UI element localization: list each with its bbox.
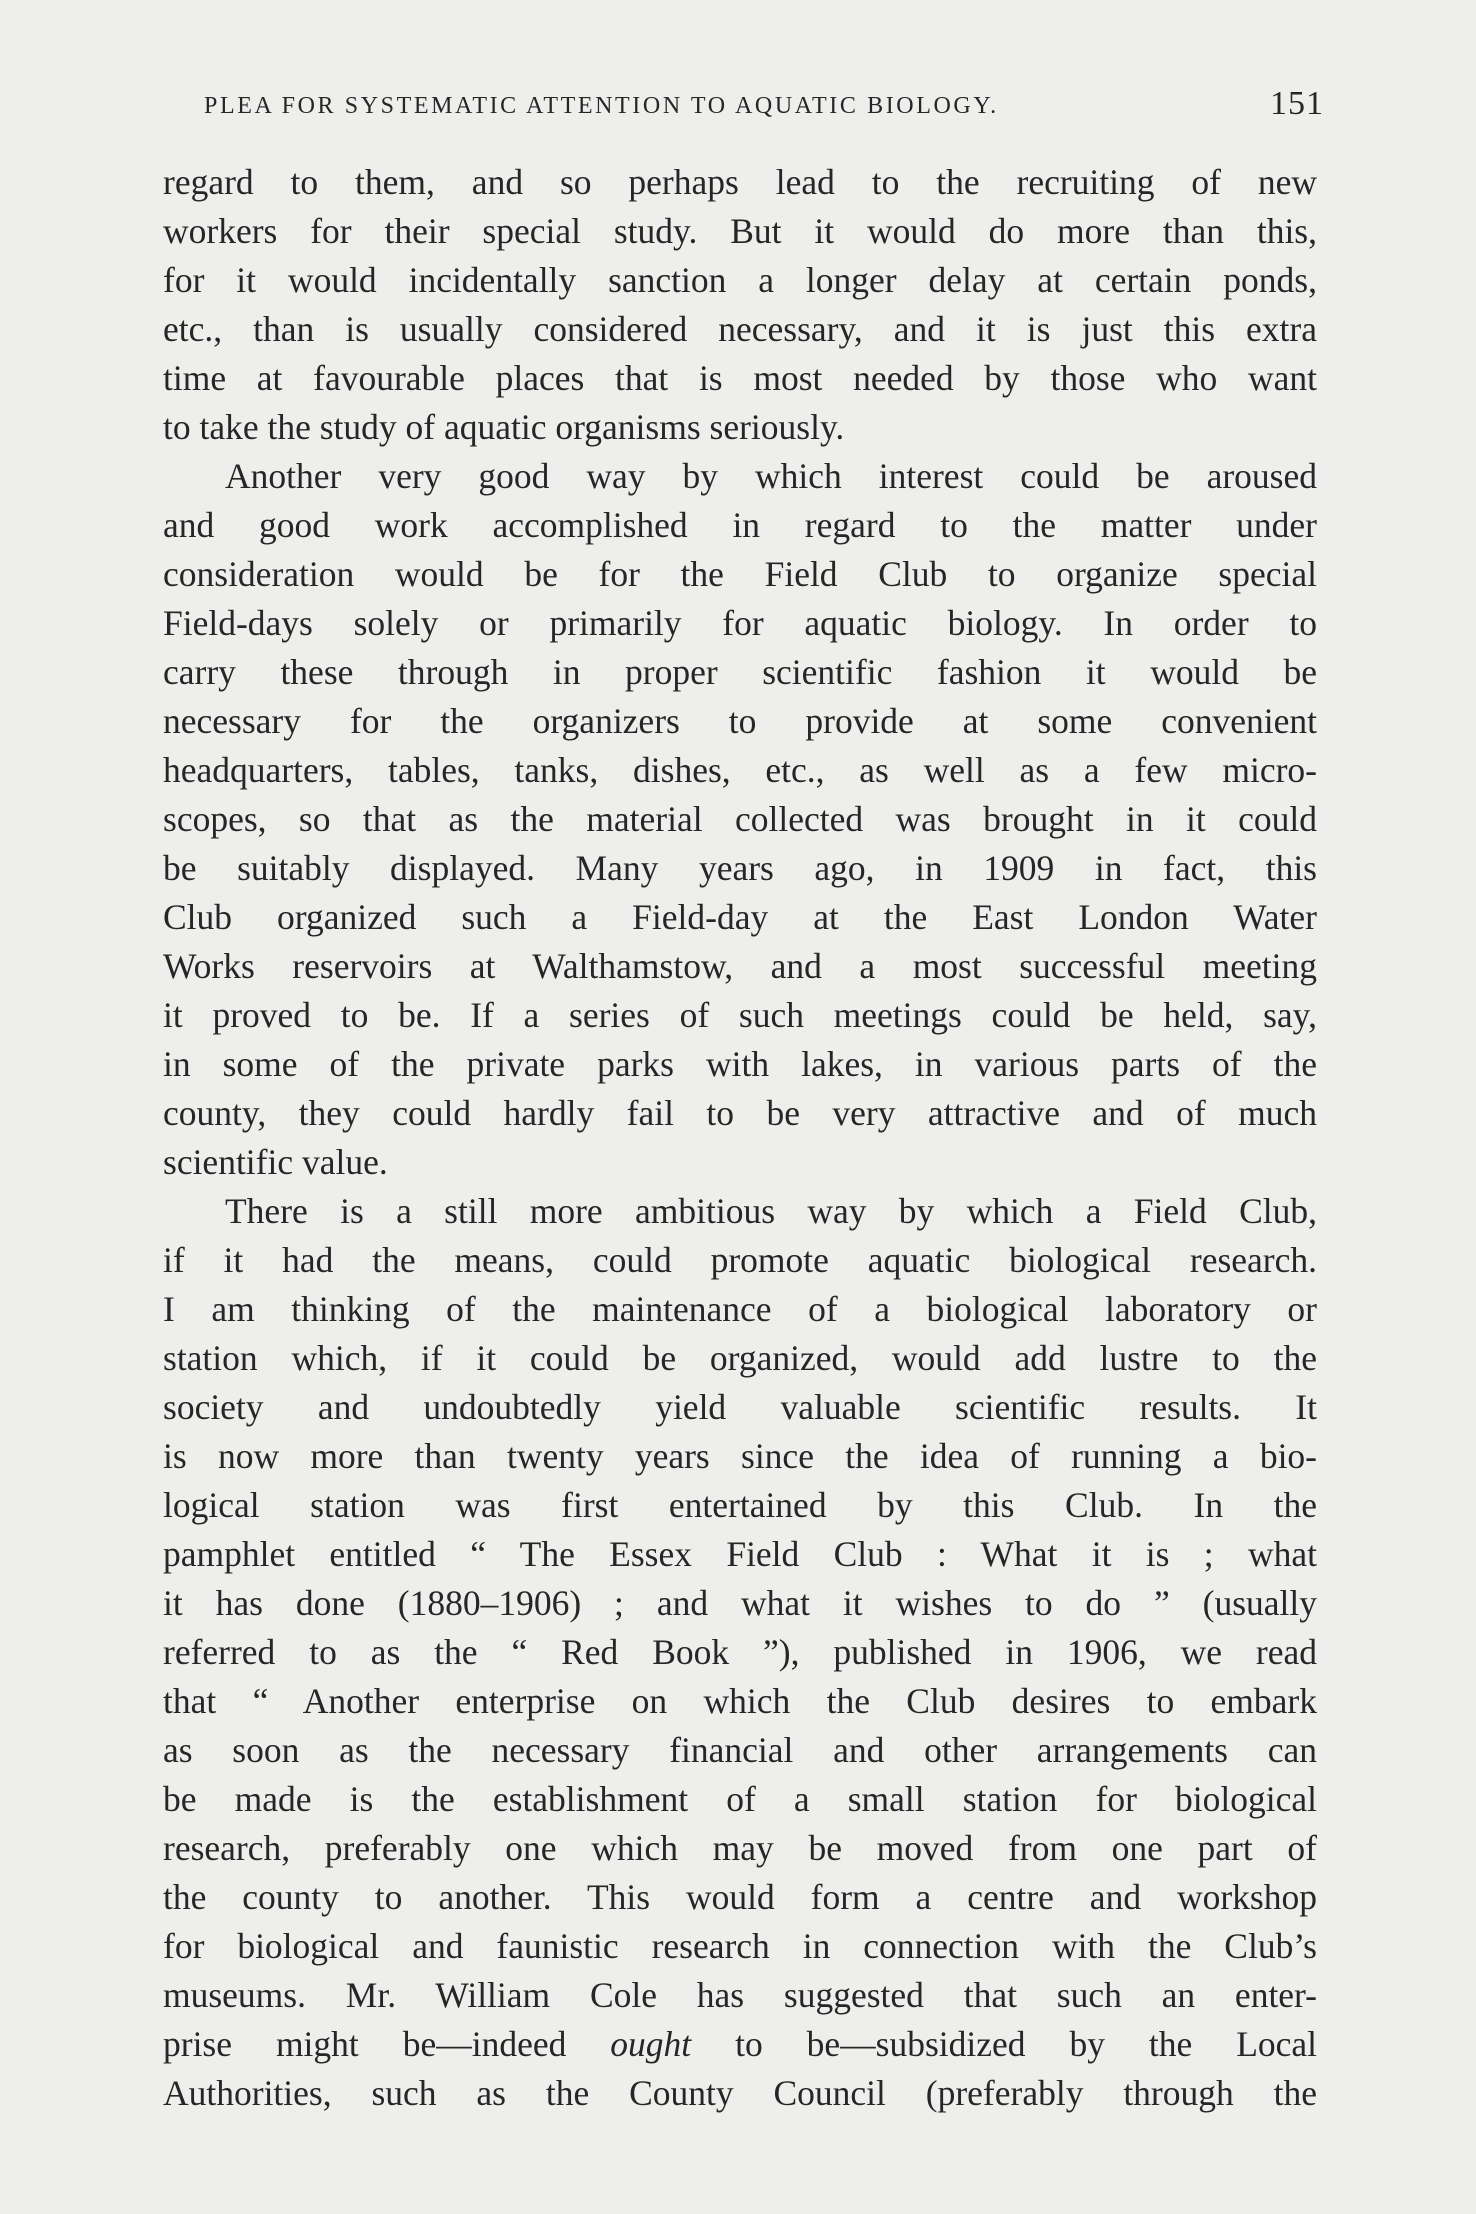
text-line: etc., than is usually considered necessary, and it is just this extra xyxy=(163,309,1317,349)
text-line: and good work accomplished in regard to the matter under xyxy=(163,505,1317,545)
page-number: 151 xyxy=(1270,85,1324,122)
text-line: scientific value. xyxy=(163,1142,388,1182)
text-line: research, preferably one which may be moved from one part of xyxy=(163,1828,1317,1868)
text-line: headquarters, tables, tanks, dishes, etc., as well as a few micro- xyxy=(163,750,1317,790)
running-head xyxy=(204,86,1324,126)
text-line: carry these through in proper scientific fashion it would be xyxy=(163,652,1317,692)
text-line: Works reservoirs at Walthamstow, and a most successful meeting xyxy=(163,946,1317,986)
text-line: for biological and faunistic research in connection with the Club’s xyxy=(163,1926,1317,1966)
paragraph-start-line: There is a still more ambitious way by which a Field Club, xyxy=(225,1191,1317,1231)
text-line: as soon as the necessary financial and other arrangements can xyxy=(163,1730,1317,1770)
text-line: it has done (1880–1906) ; and what it wishes to do ” (usually xyxy=(163,1583,1317,1623)
text-line: scopes, so that as the material collected was brought in it could xyxy=(163,799,1317,839)
text-line: museums. Mr. William Cole has suggested that such an enter- xyxy=(163,1975,1317,2015)
running-title: PLEA FOR SYSTEMATIC ATTENTION TO AQUATIC BIOLOGY. xyxy=(204,93,999,119)
text-line: time at favourable places that is most needed by those who want xyxy=(163,358,1317,398)
text-line-with-italic xyxy=(163,2020,1317,2069)
text-segment: to be—subsidized by the Local xyxy=(735,2024,1318,2064)
text-line: station which, if it could be organized, would add lustre to the xyxy=(163,1338,1317,1378)
text-segment: prise might be—indeed xyxy=(163,2024,567,2064)
text-line: workers for their special study. But it would do more than this, xyxy=(163,211,1317,251)
text-line: the county to another. This would form a centre and workshop xyxy=(163,1877,1317,1917)
text-line: necessary for the organizers to provide at some convenient xyxy=(163,701,1317,741)
paragraph-start-line: Another very good way by which interest could be aroused xyxy=(225,456,1317,496)
text-line: for it would incidentally sanction a longer delay at certain ponds, xyxy=(163,260,1317,300)
text-line: in some of the private parks with lakes, in various parts of the xyxy=(163,1044,1317,1084)
text-line: is now more than twenty years since the idea of running a bio- xyxy=(163,1436,1317,1476)
text-line: I am thinking of the maintenance of a biological laboratory or xyxy=(163,1289,1317,1329)
text-line: consideration would be for the Field Club to organize special xyxy=(163,554,1317,594)
text-line: to take the study of aquatic organisms seriously. xyxy=(163,407,845,447)
text-line: it proved to be. If a series of such meetings could be held, say, xyxy=(163,995,1317,1035)
text-line: logical station was first entertained by this Club. In the xyxy=(163,1485,1317,1525)
text-line: society and undoubtedly yield valuable scientific results. It xyxy=(163,1387,1317,1427)
italic-word: ought xyxy=(610,2024,692,2064)
text-line: county, they could hardly fail to be very attractive and of much xyxy=(163,1093,1317,1133)
text-line: Field-days solely or primarily for aquatic biology. In order to xyxy=(163,603,1317,643)
text-line: regard to them, and so perhaps lead to the recruiting of new xyxy=(163,162,1317,202)
body-text xyxy=(163,158,1317,2118)
text-line: that “ Another enterprise on which the Club desires to embark xyxy=(163,1681,1317,1721)
text-line: Club organized such a Field-day at the East London Water xyxy=(163,897,1317,937)
text-line: referred to as the “ Red Book ”), published in 1906, we read xyxy=(163,1632,1317,1672)
text-line: be made is the establishment of a small station for biological xyxy=(163,1779,1317,1819)
text-line: pamphlet entitled “ The Essex Field Club : What it is ; what xyxy=(163,1534,1317,1574)
text-line: Authorities, such as the County Council (preferably through the xyxy=(163,2073,1317,2113)
text-line: if it had the means, could promote aquatic biological research. xyxy=(163,1240,1317,1280)
text-line: be suitably displayed. Many years ago, in 1909 in fact, this xyxy=(163,848,1317,888)
